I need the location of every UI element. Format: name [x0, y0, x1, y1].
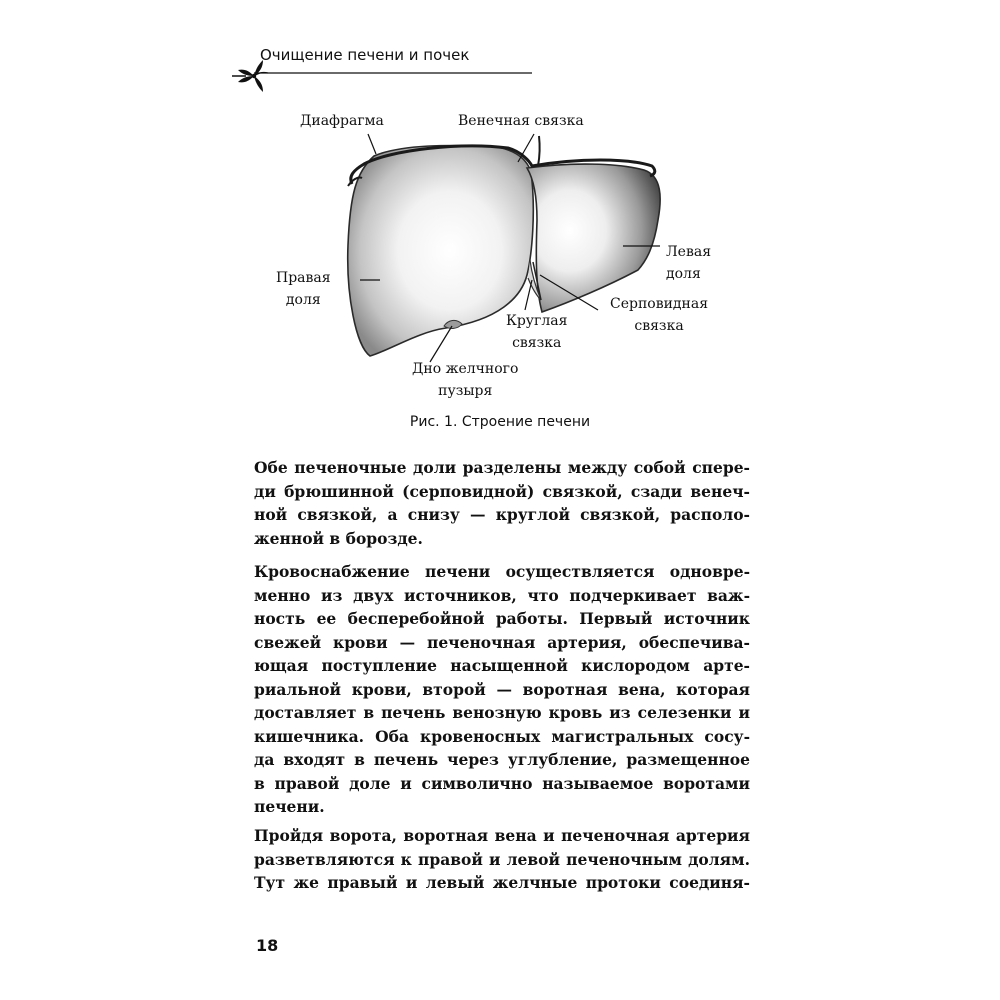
label-gallbladder-line-2: пузыря — [438, 383, 493, 399]
label-gallbladder-line-1: Дно желчного — [412, 361, 519, 377]
label-falciform-line-1: Серповидная — [610, 296, 709, 312]
label-falciform-line-2: связка — [634, 318, 684, 334]
text-line: свежей крови — печеночная артерия, обеспечива- — [254, 632, 750, 652]
figure-caption: Рис. 1. Строение печени — [409, 414, 591, 430]
text-line: да входят в печень через углубление, размещенное — [254, 750, 750, 769]
text-line: женной в борозде. — [254, 528, 423, 548]
text-line: риальной крови, второй — воротная вена, которая — [254, 679, 750, 699]
text-line: ющая поступление насыщенной кислородом арте- — [254, 656, 750, 675]
text-line: в правой доле и символично называемое воротами — [254, 773, 750, 793]
running-title: Очищение печени и почек — [260, 46, 470, 64]
paragraph-1 — [254, 456, 750, 550]
text-line: кишечника. Оба кровеносных магистральных сосу- — [254, 726, 750, 746]
label-left-lobe-line-2: доля — [666, 266, 701, 282]
running-header — [232, 40, 752, 100]
label-right-lobe-line-2: доля — [285, 292, 321, 308]
label-coronary-ligament: Венечная связка — [458, 113, 584, 129]
page-number: 18 — [256, 936, 279, 955]
text-line: разветвляются к правой и левой печеночным долям. — [254, 849, 750, 869]
label-round-ligament — [506, 310, 567, 354]
text-line: ной связкой, а снизу — круглой связкой, располо- — [254, 505, 750, 524]
label-left-lobe-line-1: Левая — [666, 244, 712, 260]
label-falciform-ligament — [610, 293, 708, 337]
text-line: Кровоснабжение печени осуществляется одновре- — [254, 562, 750, 581]
text-line: Тут же правый и левый желчные протоки соединя- — [254, 873, 750, 892]
label-round-line-1: Круглая — [506, 313, 568, 329]
label-diaphragm: Диафрагма — [300, 113, 384, 129]
label-right-lobe — [276, 267, 331, 311]
paragraph-2 — [254, 560, 750, 819]
liver-figure — [240, 100, 760, 410]
text-line: ность ее бесперебойной работы. Первый источник — [254, 609, 750, 628]
label-left-lobe — [666, 241, 711, 285]
label-round-line-2: связка — [512, 335, 562, 351]
text-line: ди брюшинной (серповидной) связкой, сзади венеч- — [254, 481, 750, 501]
paragraph-3 — [254, 824, 750, 895]
text-line: менно из двух источников, что подчеркивает важ- — [254, 585, 750, 605]
text-line: печени. — [254, 797, 325, 816]
text-line: Пройдя ворота, воротная вена и печеночная артерия — [254, 826, 750, 845]
text-line: доставляет в печень венозную кровь из селезенки и — [254, 703, 750, 722]
label-gallbladder-fundus — [412, 358, 518, 402]
text-line: Обе печеночные доли разделены между собой спере- — [254, 458, 750, 477]
label-right-lobe-line-1: Правая — [276, 270, 331, 286]
